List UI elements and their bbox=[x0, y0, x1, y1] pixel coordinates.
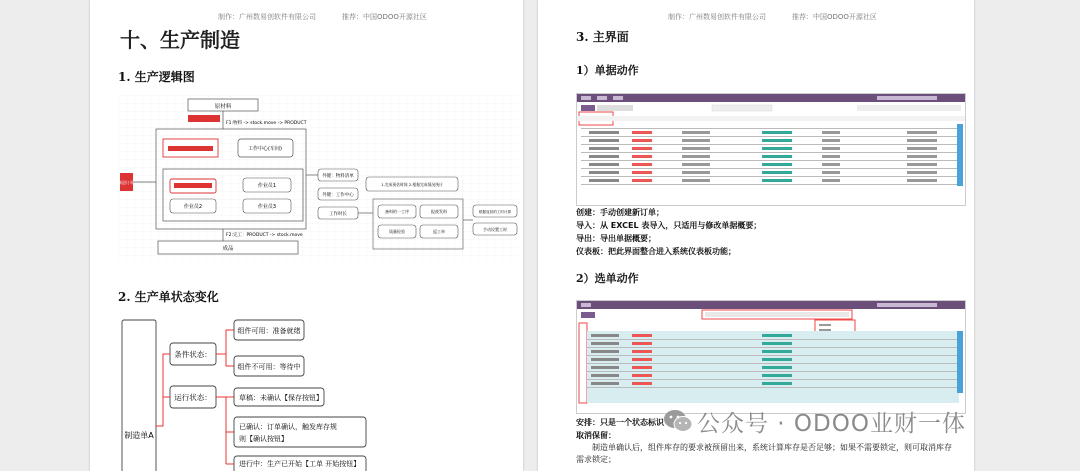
svg-text:外键：物料清单: 外键：物料清单 bbox=[322, 174, 354, 179]
svg-text:作业员3: 作业员3 bbox=[257, 204, 277, 210]
svg-text:草稿：未确认【保存按钮】: 草稿：未确认【保存按钮】 bbox=[239, 394, 323, 402]
line-import: 导入：从 EXCEL 表导入，只适用与修改单据概要； bbox=[576, 221, 762, 230]
line-unreserve-desc: 制造单确认后，组件库存的要求被预留出来，系统计算库存是否足够；如果不需要锁定，则可取消库存需求锁定； bbox=[576, 443, 952, 464]
svg-text:作业员2: 作业员2 bbox=[183, 204, 203, 210]
wechat-icon bbox=[663, 408, 693, 434]
odoo-list-screenshot-1 bbox=[576, 93, 966, 206]
state-change-diagram bbox=[118, 316, 418, 471]
line-create: 创建：手动创建新订单； bbox=[576, 208, 664, 217]
svg-text:F1:物料 -> stock.move -> PRODUCT: F1:物料 -> stock.move -> PRODUCT bbox=[226, 121, 307, 126]
production-logic-diagram bbox=[118, 95, 518, 260]
header-maker: 制作：广州数易创软件有限公司 bbox=[218, 13, 316, 21]
watermark-text: 公众号 · ODOO业财一体 bbox=[697, 411, 966, 437]
doc-actions-text bbox=[576, 206, 761, 258]
right-page bbox=[538, 0, 974, 471]
odoo-list-screenshot-2 bbox=[576, 300, 966, 414]
header-maker: 制作：广州数易创软件有限公司 bbox=[668, 13, 766, 21]
svg-text:进行中：生产已开始【工单 开始按钮】: 进行中：生产已开始【工单 开始按钮】 bbox=[239, 460, 361, 468]
svg-text:制造订单: 制造订单 bbox=[118, 180, 134, 185]
sub-title-doc-actions: 1）单据动作 bbox=[576, 64, 639, 77]
svg-text:成品: 成品 bbox=[222, 246, 234, 252]
line-unreserve: 取消保留： bbox=[576, 431, 616, 440]
line-dashboard: 仪表板：把此界面整合进入系统仪表板功能； bbox=[576, 247, 736, 256]
header-support: 推荐：中国ODOO开源社区 bbox=[792, 13, 877, 21]
line-export: 导出：导出单据概要； bbox=[576, 234, 656, 243]
page-header bbox=[668, 12, 903, 22]
svg-text:返工单: 返工单 bbox=[433, 229, 445, 234]
svg-text:报废发料: 报废发料 bbox=[431, 209, 447, 214]
svg-text:组件可用：准备就绪: 组件可用：准备就绪 bbox=[237, 327, 301, 335]
svg-text:外键：工作中心: 外键：工作中心 bbox=[322, 193, 354, 198]
svg-text:作业员1: 作业员1 bbox=[257, 183, 277, 189]
chapter-title: 十、生产制造 bbox=[120, 28, 240, 52]
svg-text:条件状态：: 条件状态： bbox=[174, 350, 212, 359]
page-header bbox=[218, 12, 453, 22]
svg-text:1.完成预估时间 2.根据完成情况统计: 1.完成预估时间 2.根据完成情况统计 bbox=[381, 182, 443, 187]
section-title-state: 2. 生产单状态变化 bbox=[118, 290, 219, 304]
left-page bbox=[90, 0, 523, 471]
svg-text:工作中心(车间): 工作中心(车间) bbox=[248, 146, 282, 152]
svg-text:根据返回的工时计算: 根据返回的工时计算 bbox=[478, 210, 512, 214]
svg-text:F2:完工：PRODUCT -> stock.move: F2:完工：PRODUCT -> stock.move bbox=[226, 233, 303, 238]
svg-text:备料的一工序: 备料的一工序 bbox=[385, 209, 409, 214]
header-support: 推荐：中国ODOO开源社区 bbox=[342, 13, 427, 21]
svg-text:组件不可用：等待中: 组件不可用：等待中 bbox=[237, 363, 301, 371]
svg-text:手动设置工时: 手动设置工时 bbox=[483, 227, 507, 232]
svg-text:运行状态：: 运行状态： bbox=[174, 393, 212, 402]
svg-text:原材料: 原材料 bbox=[214, 104, 232, 110]
section-title-logic: 1. 生产逻辑图 bbox=[118, 70, 195, 84]
svg-text:制造单A: 制造单A bbox=[124, 431, 154, 440]
sub-title-select-actions: 2）选单动作 bbox=[576, 272, 639, 285]
svg-text:质量检验: 质量检验 bbox=[389, 229, 405, 234]
section-title-main: 3. 主界面 bbox=[576, 30, 629, 44]
svg-text:则【确认按钮】: 则【确认按钮】 bbox=[239, 435, 288, 443]
svg-text:已确认：订单确认，触发库存规: 已确认：订单确认，触发库存规 bbox=[239, 423, 337, 431]
svg-text:工作时长: 工作时长 bbox=[329, 212, 347, 217]
line-arrange: 安排：只是一个状态标识 bbox=[576, 418, 664, 427]
